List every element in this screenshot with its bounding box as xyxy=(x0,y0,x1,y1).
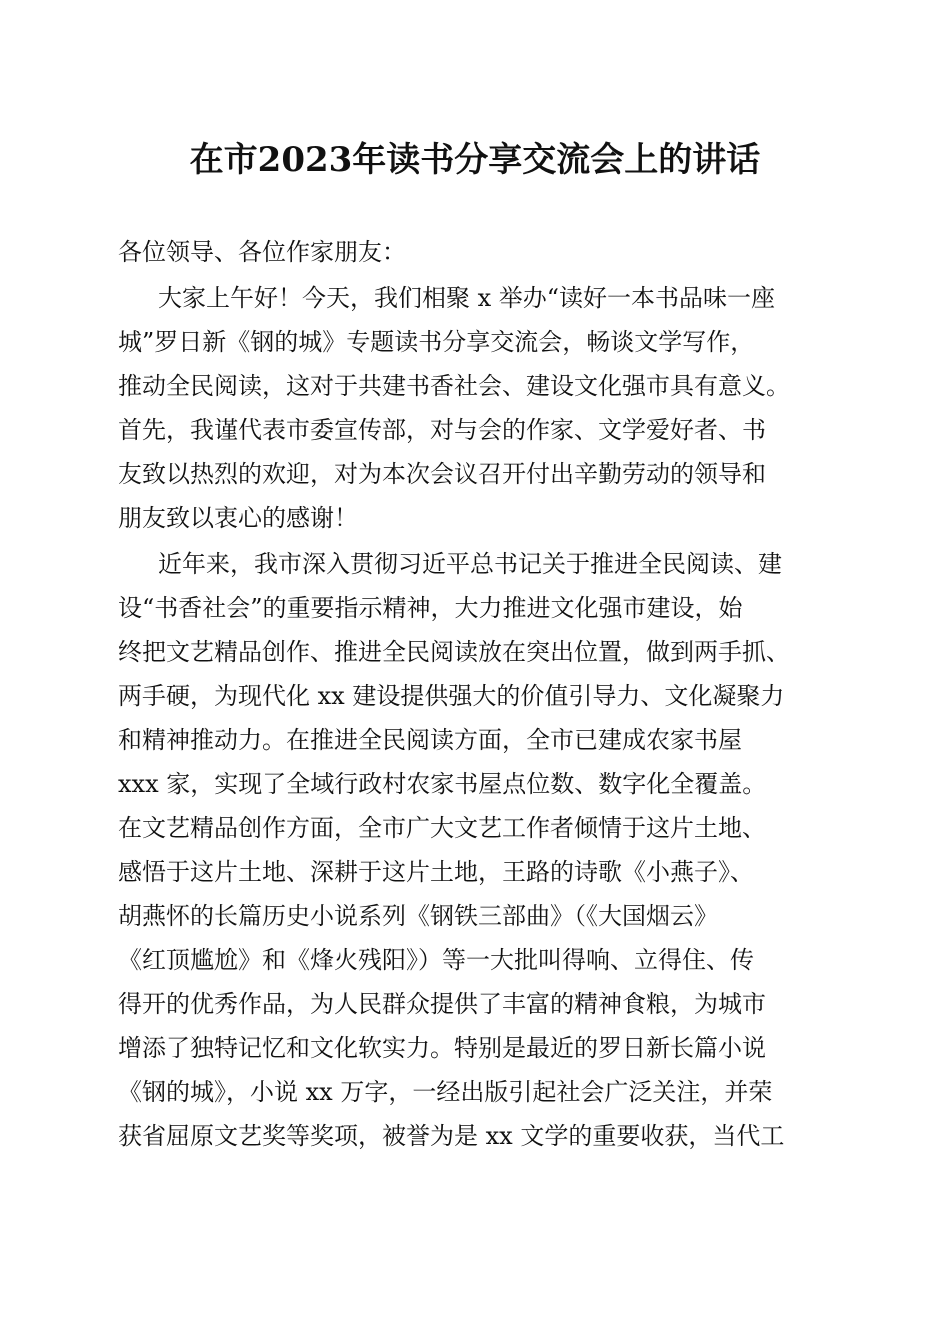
paragraph-line: 推动全民阅读，这对于共建书香社会、建设文化强市具有意义。 xyxy=(118,372,790,400)
paragraph-line: 两手硬，为现代化 xx 建设提供强大的价值引导力、文化凝聚力 xyxy=(118,682,785,710)
paragraph-line: 近年来，我市深入贯彻习近平总书记关于推进全民阅读、建 xyxy=(158,550,782,578)
document-title: 在市2023年读书分享交流会上的讲话 xyxy=(189,140,761,180)
paragraph-line: 在文艺精品创作方面，全市广大文艺工作者倾情于这片土地、 xyxy=(118,814,766,842)
paragraph-line: 大家上午好！今天，我们相聚 x 举办“读好一本书品味一座 xyxy=(158,284,776,312)
paragraph-line: 首先，我谨代表市委宣传部，对与会的作家、文学爱好者、书 xyxy=(118,416,766,444)
paragraph-line: 终把文艺精品创作、推进全民阅读放在突出位置，做到两手抓、 xyxy=(118,638,790,666)
paragraph-line: 和精神推动力。在推进全民阅读方面，全市已建成农家书屋 xyxy=(118,726,742,754)
paragraph-line: 城”罗日新《钢的城》专题读书分享交流会，畅谈文学写作， xyxy=(118,328,755,356)
paragraph-line: 《钢的城》，小说 xx 万字，一经出版引起社会广泛关注，并荣 xyxy=(118,1078,773,1106)
paragraph-line: 获省屈原文艺奖等奖项，被誉为是 xx 文学的重要收获，当代工 xyxy=(118,1122,785,1150)
paragraph-line: 胡燕怀的长篇历史小说系列《钢铁三部曲》（《大国烟云》 xyxy=(118,902,718,930)
paragraph-line: 朋友致以衷心的感谢！ xyxy=(118,504,358,532)
paragraph-line: 增添了独特记忆和文化软实力。特别是最近的罗日新长篇小说 xyxy=(118,1034,766,1062)
paragraph-line: 得开的优秀作品，为人民群众提供了丰富的精神食粮，为城市 xyxy=(118,990,766,1018)
paragraph-line: xxx 家，实现了全域行政村农家书屋点位数、数字化全覆盖。 xyxy=(118,770,767,798)
paragraph-line: 设“书香社会”的重要指示精神，大力推进文化强市建设，始 xyxy=(118,594,743,622)
paragraph-line: 《红顶尴尬》和《烽火残阳》）等一大批叫得响、立得住、传 xyxy=(118,946,754,974)
paragraph-line: 感悟于这片土地、深耕于这片土地，王路的诗歌《小燕子》、 xyxy=(118,858,754,886)
salutation: 各位领导、各位作家朋友： xyxy=(118,238,406,266)
paragraph-line: 友致以热烈的欢迎，对为本次会议召开付出辛勤劳动的领导和 xyxy=(118,460,766,488)
